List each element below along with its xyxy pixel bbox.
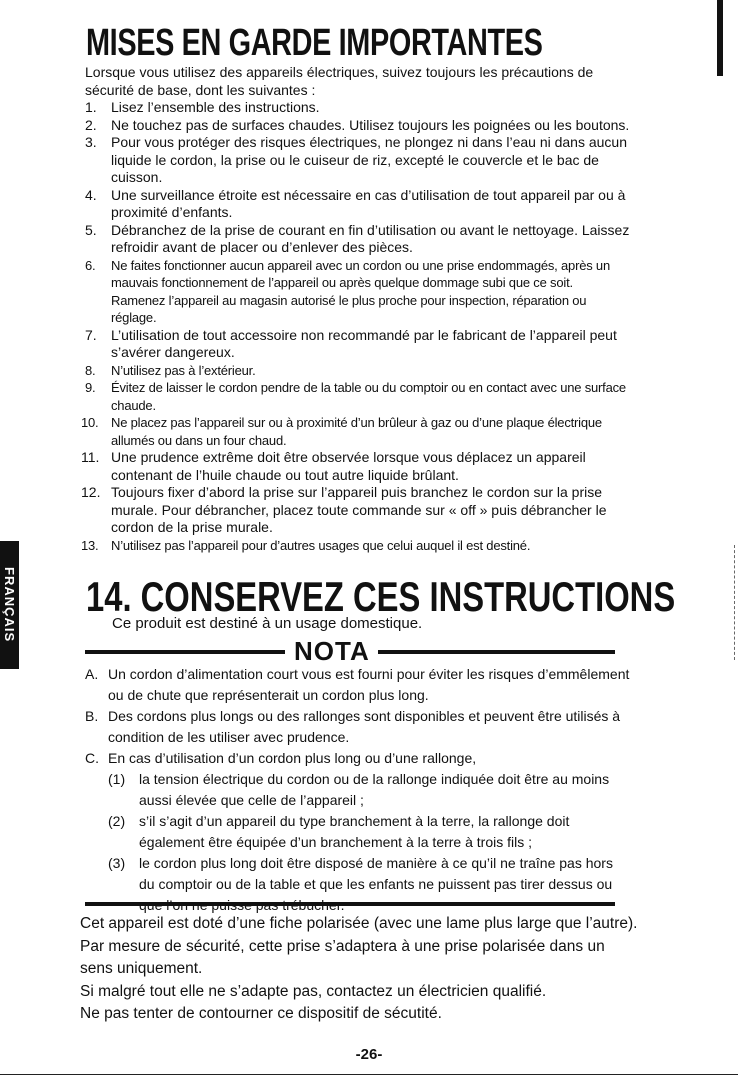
item-text: Débranchez de la prise de courant en fin d’utilisation ou avant le nettoyage. Laissez refroidir avant de placer ou d’enlever des pièces.: [111, 221, 630, 255]
household-use-note: Ce produit est destiné à un usage domestique.: [112, 615, 423, 632]
nota-letter: A.: [85, 666, 99, 682]
safety-item-1: [85, 99, 630, 117]
safety-item-7: [85, 327, 630, 362]
item-text: N’utilisez pas l’appareil pour d’autres usages que celui auquel il est destiné.: [111, 537, 531, 553]
nota-letter: B.: [85, 708, 99, 724]
nota-item-c: [85, 748, 630, 769]
page-title: MISES EN GARDE IMPORTANTES: [86, 22, 543, 64]
safety-item-10: [81, 414, 630, 449]
item-number: 7.: [85, 326, 97, 343]
item-text: Une prudence extrême doit être observée lorsque vous déplacez un appareil contenant de l’huile chaude ou tout autre liquide brûlant.: [111, 449, 586, 483]
item-text: Pour vous protéger des risques électriques, ne plongez ni dans l’eau ni dans aucun liquide le cordon, la prise ou le cuiseur de riz, excepté le couvercle et le bac de cuisson.: [111, 134, 627, 185]
nota-text: En cas d’utilisation d’un cordon plus long ou d’une rallonge,: [108, 750, 477, 766]
nota-subitem-text: la tension électrique du cordon ou de la rallonge indiquée doit être au moins aussi élevée que celle de l’appareil ;: [139, 771, 610, 808]
intro-paragraph: Lorsque vous utilisez des appareils électriques, suivez toujours les précautions de sécurité de base, dont les suivantes :: [85, 64, 594, 98]
item-number: 11.: [81, 449, 100, 465]
nota-text: Un cordon d’alimentation court vous est fourni pour éviter les risques d’emmêlement ou de chute que représenterait un cordon plus long.: [108, 666, 630, 703]
nota-item-b: [85, 706, 630, 748]
safety-list: [81, 99, 630, 554]
nota-subitem-3: [85, 853, 630, 916]
safety-item-12: [81, 484, 630, 537]
nota-text: Des cordons plus longs ou des rallonges sont disponibles et peuvent être utilisés à condition de les utiliser avec prudence.: [108, 708, 621, 745]
top-edge-bar: [717, 0, 723, 76]
closing-line: Si malgré tout elle ne s’adapte pas, contactez un électricien qualifié.: [80, 982, 547, 1000]
nota-subitem-2: [85, 811, 630, 853]
safety-item-4: [85, 187, 630, 222]
item-text: N’utilisez pas à l’extérieur.: [111, 362, 256, 378]
safety-item-5: [85, 222, 630, 257]
safety-item-9: [85, 379, 630, 414]
nota-subitem-text: s’il s’agit d’un appareil du type branchement à la terre, la rallonge doit également être équipée d’un branchement à la terre à trois fils ;: [139, 813, 570, 850]
item-number: 3.: [85, 134, 97, 150]
language-side-tab-label: FRANÇAIS: [2, 567, 17, 643]
margin-dashed-mark: [734, 545, 737, 660]
item-text: Une surveillance étroite est nécessaire en cas d’utilisation de tout appareil par ou à proximité d’enfants.: [111, 186, 626, 220]
safety-item-13: [81, 537, 630, 555]
item-number: 12.: [81, 484, 101, 500]
nota-subitem-text: le cordon plus long doit être disposé de manière à ce qu’il ne traîne pas hors du comptoir ou de la table et que les enfants ne puissent pas tirer dessus ou: [139, 855, 613, 892]
safety-item-3: [85, 134, 630, 187]
item-text: Lisez l’ensemble des instructions.: [111, 99, 320, 115]
item-number: 10.: [81, 415, 99, 430]
polarized-plug-notice: [80, 913, 640, 1026]
page-bottom-line: [0, 1074, 738, 1075]
safety-item-11: [81, 449, 630, 484]
item-number: 2.: [85, 116, 97, 133]
nota-subitem-number: (3): [108, 855, 126, 871]
item-number: 8.: [85, 362, 96, 378]
safety-item-2: [85, 117, 630, 135]
closing-line: Par mesure de sécurité, cette prise s’adaptera à une prise polarisée dans un sens uniquement.: [80, 937, 605, 977]
page-number: -26-: [355, 1046, 383, 1063]
language-side-tab: [0, 541, 19, 669]
closing-line: Ne pas tenter de contourner ce dispositif de sécutité.: [80, 1005, 442, 1022]
item-text: Ne touchez pas de surfaces chaudes. Utilisez toujours les poignées ou les boutons.: [111, 116, 630, 133]
nota-rule-left: [85, 650, 285, 654]
closing-line: Cet appareil est doté d’une fiche polarisée (avec une lame plus large que l’autre).: [80, 915, 638, 932]
item-number: 4.: [85, 186, 97, 203]
item-number: 9.: [85, 380, 96, 395]
nota-title: NOTA: [294, 636, 370, 666]
nota-subitem-number: (2): [108, 813, 126, 829]
nota-rule-right: [378, 650, 615, 654]
nota-subitem-1: [85, 769, 630, 811]
nota-bottom-rule: [85, 902, 615, 906]
nota-item-a: [85, 664, 630, 706]
item-text: L’utilisation de tout accessoire non recommandé par le fabricant de l’appareil peut s’avérer dangereux.: [111, 326, 617, 360]
item-number: 13.: [81, 537, 99, 553]
item-number: 6.: [85, 257, 96, 273]
item-text: Ne placez pas l’appareil sur ou à proximité d’un brûleur à gaz ou d’une plaque électrique allumés ou dans un four chaud.: [111, 415, 602, 448]
item-extra-text: Ramenez l’appareil au magasin autorisé le plus proche pour inspection, réparation ou réglage.: [111, 292, 587, 325]
nota-letter: C.: [85, 750, 99, 766]
item-number: 1.: [85, 99, 97, 115]
item-text: Ne faites fonctionner aucun appareil avec un cordon ou une prise endommagés, après un mauvais fonctionnement de l’appareil ou après quelque dommage subi que ce soit.: [111, 257, 610, 290]
conserve-instructions-heading: 14. CONSERVEZ CES INSTRUCTIONS: [86, 573, 676, 620]
safety-item-6: [85, 257, 630, 327]
safety-item-8: [85, 362, 630, 380]
nota-section: [85, 664, 630, 916]
nota-subitem-number: (1): [108, 771, 126, 787]
item-number: 5.: [85, 221, 97, 238]
item-text: Évitez de laisser le cordon pendre de la table ou du comptoir ou en contact avec une surface chaude.: [111, 380, 626, 413]
item-text: Toujours fixer d’abord la prise sur l’appareil puis branchez le cordon sur la prise murale. Pour débrancher, placez toute commande sur « off » puis débrancher le cordon de la prise murale.: [111, 484, 607, 535]
